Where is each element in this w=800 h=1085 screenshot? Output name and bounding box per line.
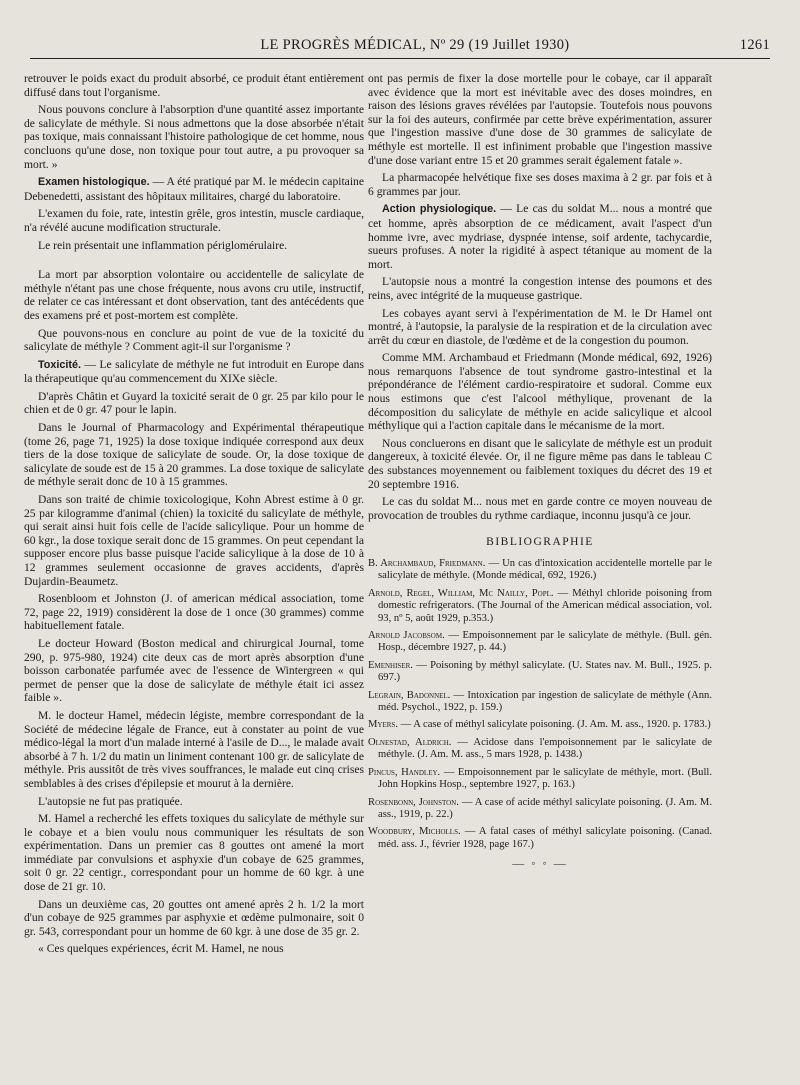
bibliography-entry xyxy=(368,690,712,715)
paragraph: Le docteur Howard (Boston medical and chirurgical Journal, tome 290, p. 975-980, 1924) cite deux cas de mort après absorption d'une boisson carbonatée parfumée avec de l'essence de Wintergreen « qui permet de penser que la dose de salicylate de méthyle était ici assez faible ». xyxy=(24,636,364,705)
paragraph: Dans un deuxième cas, 20 gouttes ont amené après 2 h. 1/2 la mort d'un cobaye de 925 grammes par asphyxie et œdème pulmonaire, soit 0 gr. 543, correspondant pour un homme de 60 kgr. à une dose de 35 gr. 2. xyxy=(24,897,364,938)
paragraph: M. le docteur Hamel, médecin légiste, membre correspondant de la Société de médecine légale de France, eut à constater au point de vue médico-légal la mort d'un malade interné à l'asile de D..., le malade avait absorbé à 7 h. 1/2 du matin un liniment contenant 100 gr. de salicylate de méthyle. Pris aussitôt de très vives souffrances, le malade eut cinq crises semblables à des crises d'épilepsie et mourut à la dernière. xyxy=(24,708,364,790)
bibliography-list xyxy=(368,558,712,851)
right-column xyxy=(368,72,712,877)
section-lead-histology: Examen histologique. xyxy=(38,176,150,189)
bibliography-text: — Poisoning by méthyl salicylate. (U. States nav. M. Bull., 1925. p. 697.) xyxy=(378,659,712,684)
paragraph: La mort par absorption volontaire ou accidentelle de salicylate de méthyle n'étant pas une chose fréquente, nous avons cru utile, instructif, de relater ce cas intéressant et dont observation, tant des antécédents que des examens pré et post-mortem est complète. xyxy=(24,268,364,322)
paragraph-toxicity xyxy=(24,358,364,386)
running-header xyxy=(30,32,770,59)
paragraph: Rosenbloom et Johnston (J. of american médical association, tome 72, page 22, 1919) considèrent la dose de 1 once (30 grammes) comme habituellement fatale. xyxy=(24,592,364,633)
end-ornament: — ◦ ◦ — xyxy=(512,856,568,871)
section-text: — A été pratiqué par M. le médecin capitaine Debenedetti, assistant des hôpitaux militaires, chargé du laboratoire. xyxy=(24,175,364,203)
page-number: 1261 xyxy=(739,37,770,53)
bibliography-authors: Myers. xyxy=(368,719,398,731)
paragraph: L'autopsie ne fut pas pratiquée. xyxy=(38,794,183,808)
bibliography-authors: Pincus, Handley. xyxy=(368,766,441,778)
paragraph: retrouver le poids exact du produit absorbé, ce produit étant entièrement diffusé dans tout l'organisme. xyxy=(24,72,364,99)
bibliography-heading: BIBLIOGRAPHIE xyxy=(486,536,594,549)
paragraph: Nous pouvons conclure à l'absorption d'une quantité assez importante de salicylate de méthyle. Si nous admettons que la dose absorbée n'était pas toxique, mais connaissant l'histoire pathologique de cet homme, nous concluons qu'une dose, non toxique pour tout autre, a pu provoquer sa mort. » xyxy=(24,103,364,171)
paragraph: Que pouvons-nous en conclure au point de vue de la toxicité du salicylate de méthyle ? Comment agit-il sur l'organisme ? xyxy=(24,326,364,354)
paragraph: L'autopsie nous a montré la congestion intense des poumons et des reins, avec intégrité de la muqueuse gastrique. xyxy=(368,275,712,302)
paragraph: ont pas permis de fixer la dose mortelle pour le cobaye, car il apparaît avec évidence que la mort est inévitable avec des doses moindres, en raison des lésions graves révélées par l'autopsie. Toutefois nous pouvons sur la foi des auteurs, confirmée par cette brève expérimentation, assurer que l'ingestion massive d'une dose de 30 grammes de salicylate de méthyle est mortelle. Il est infiniment probable que l'ingestion massive d'une dose variant entre 15 et 20 grammes serait également fatale ». xyxy=(368,72,712,167)
bibliography-entry xyxy=(368,660,712,685)
paragraph: La pharmacopée helvétique fixe ses doses maxima à 2 gr. par fois et à 6 grammes par jour. xyxy=(368,171,712,198)
journal-title: LE PROGRÈS MÉDICAL, Nº 29 (19 Juillet 1930) xyxy=(260,37,570,53)
paragraph: Les cobayes ayant servi à l'expérimentation de M. le Dr Hamel ont montré, à l'autopsie, la paralysie de la respiration et de la circulation avec arrêt du cœur en diastole, de l'œdème et de la congestion du poumon. xyxy=(368,306,712,347)
paragraph: Dans le Journal of Pharmacology and Expérimental thérapeutique (tome 26, page 71, 1925) la dose toxique indiquée correspond aux deux tiers de la dose toxique de salicylate de soude. Or, la dose toxique de salicylate de soude est de 15 à 20 grammes. La dose toxique de salicylate de méthyle serait donc de 10 à 15 grammes. xyxy=(24,421,364,489)
paragraph: Dans son traité de chimie toxicologique, Kohn Abrest estime à 0 gr. 25 par kilogramme d'animal (chien) la toxicité du salicylate de méthyle, qui serait ainsi huit fois celle de l'acide salicylique. Pour un homme de 60 kgr., la dose toxique serait donc de 15 grammes. On peut cependant la supposer encore plus basse puisque l'acide salicylique à la dose de 10 à 12 grammes seulement occasionne de graves accidents, d'après Dujardin-Beaumetz. xyxy=(24,493,364,588)
bibliography-entry xyxy=(368,630,712,655)
bibliography-text: — A case of acide méthyl salicylate poisoning. (J. Am. M. ass., 1919, p. 22.) xyxy=(378,796,712,820)
bibliography-text: — Intoxication par ingestion de salicylate de méthyle (Ann. méd. Psychol., 1922, p. 159.) xyxy=(378,689,712,714)
bibliography-entry xyxy=(368,558,712,583)
bibliography-authors: Arnold Jacobsom. xyxy=(368,630,445,642)
section-text: — Le cas du soldat M... nous a montré que cet homme, après absorption de ce médicament, avait l'aspect d'un homme ivre, avec mydriase, dyspnée intense, soif ardente, tachycardie, sueurs profuses. A noter la rigidité à aspect tétanique au moment de la mort. xyxy=(368,202,712,271)
paragraph: L'examen du foie, rate, intestin grêle, gros intestin, muscle cardiaque, n'a révélé aucune modification structurale. xyxy=(24,207,364,234)
bibliography-authors: Emenhiser. xyxy=(368,659,413,671)
paragraph: Le cas du soldat M... nous met en garde contre ce moyen nouveau de provocation de troubles du rythme cardiaque, inconnu jusqu'à ce jour. xyxy=(368,495,712,522)
paragraph: Comme MM. Archambaud et Friedmann (Monde médical, 692, 1926) nous remarquons l'absence de tout syndrome gastro-intestinal et la prépondérance de l'élément cardio-respiratoire et sudoral. Comme eux nous estimons que c'est l'alcool méthylique, provenant de la décomposition du salicylate de méthyle en acide salicylique et alcool méthylique qui a l'action capitale dans le mécanisme de la mort. xyxy=(368,351,712,433)
bibliography-authors: Arnold, Regel, William, Mc Nailly, Popl. xyxy=(368,587,554,599)
section-lead-toxicity: Toxicité. xyxy=(38,358,81,371)
paragraph: Nous concluerons en disant que le salicylate de méthyle est un produit dangereux, à toxicité élevée. Or, il ne figure même pas dans le tableau C des substances moyennement ou faiblement toxiques du décret des 19 et 20 septembre 1916. xyxy=(368,436,712,491)
paragraph: M. Hamel a recherché les effets toxiques du salicylate de méthyle sur le cobaye et a bien voulu nous communiquer les résultats de son expérimentation. Dans un premier cas 8 gouttes ont amené la mort immédiate par convulsions et asphyxie d'un cobaye de 625 grammes, soit 0 gr. 22 centigr., correspondant pour un homme de 60 kgr. à une dose de 21 gr. 10. xyxy=(24,812,364,894)
bibliography-entry xyxy=(368,719,712,731)
bibliography-text: — Un cas d'intoxication accidentelle mortelle par le salicylate de méthyle. (Monde médical, 692, 1926.) xyxy=(378,558,712,582)
bibliography-entry xyxy=(368,767,712,792)
paragraph-histology xyxy=(24,175,364,203)
bibliography-entry xyxy=(368,826,712,851)
section-lead-action: Action physiologique. xyxy=(382,203,497,216)
bibliography-authors: Olnestad, Aldrich. xyxy=(368,736,452,748)
paragraph: Le rein présentait une inflammation périglomérulaire. xyxy=(38,238,288,252)
left-column xyxy=(24,72,364,960)
paragraph: D'après Châtin et Guyard la toxicité serait de 0 gr. 25 par kilo pour le chien et de 0 gr. 47 pour le lapin. xyxy=(24,389,364,417)
bibliography-text: — A case of méthyl salicylate poisoning. (J. Am. M. ass., 1920. p. 1783.) xyxy=(397,719,711,731)
paragraph: « Ces quelques expériences, écrit M. Hamel, ne nous xyxy=(38,942,284,956)
bibliography-authors: Woodbury, Micholls. xyxy=(368,826,461,838)
bibliography-entry xyxy=(368,588,712,625)
bibliography-entry xyxy=(368,737,712,762)
paragraph-action xyxy=(368,202,712,271)
spacer xyxy=(24,256,364,268)
bibliography-authors: B. Archambaud, Friedmann. xyxy=(368,558,486,569)
bibliography-text: — Acidose dans l'empoisonnement par le salicylate de méthyle. (J. Am. M. ass., 5 mars 1928, p. 1438.) xyxy=(378,736,712,761)
bibliography-text: — A fatal cases of méthyl salicylate poisoning. (Canad. méd. ass. J., février 1928, page 167.) xyxy=(378,826,712,850)
bibliography-authors: Rosenbonn, Johnston. xyxy=(368,796,459,808)
section-text: — Le salicylate de méthyle ne fut introduit en Europe dans la thérapeutique qu'au commencement du XIXe siècle. xyxy=(24,357,364,386)
bibliography-text: — Méthyl chloride poisoning from domestic refrigerators. (The Journal of the American médical association, vol. 93, nº 5, août 1929, p.353.) xyxy=(378,587,712,624)
bibliography-text: — Empoisonnement par le salicylate de méthyle, mort. (Bull. John Hopkins Hosp., septembre 1927, p. 163.) xyxy=(378,766,713,791)
bibliography-entry xyxy=(368,797,712,822)
bibliography-text: — Empoisonnement par le salicylate de méthyle. (Bull. gén. Hosp., décembre 1927, p. 44.) xyxy=(378,630,712,654)
bibliography-authors: Legrain, Badonnel. xyxy=(368,689,451,701)
